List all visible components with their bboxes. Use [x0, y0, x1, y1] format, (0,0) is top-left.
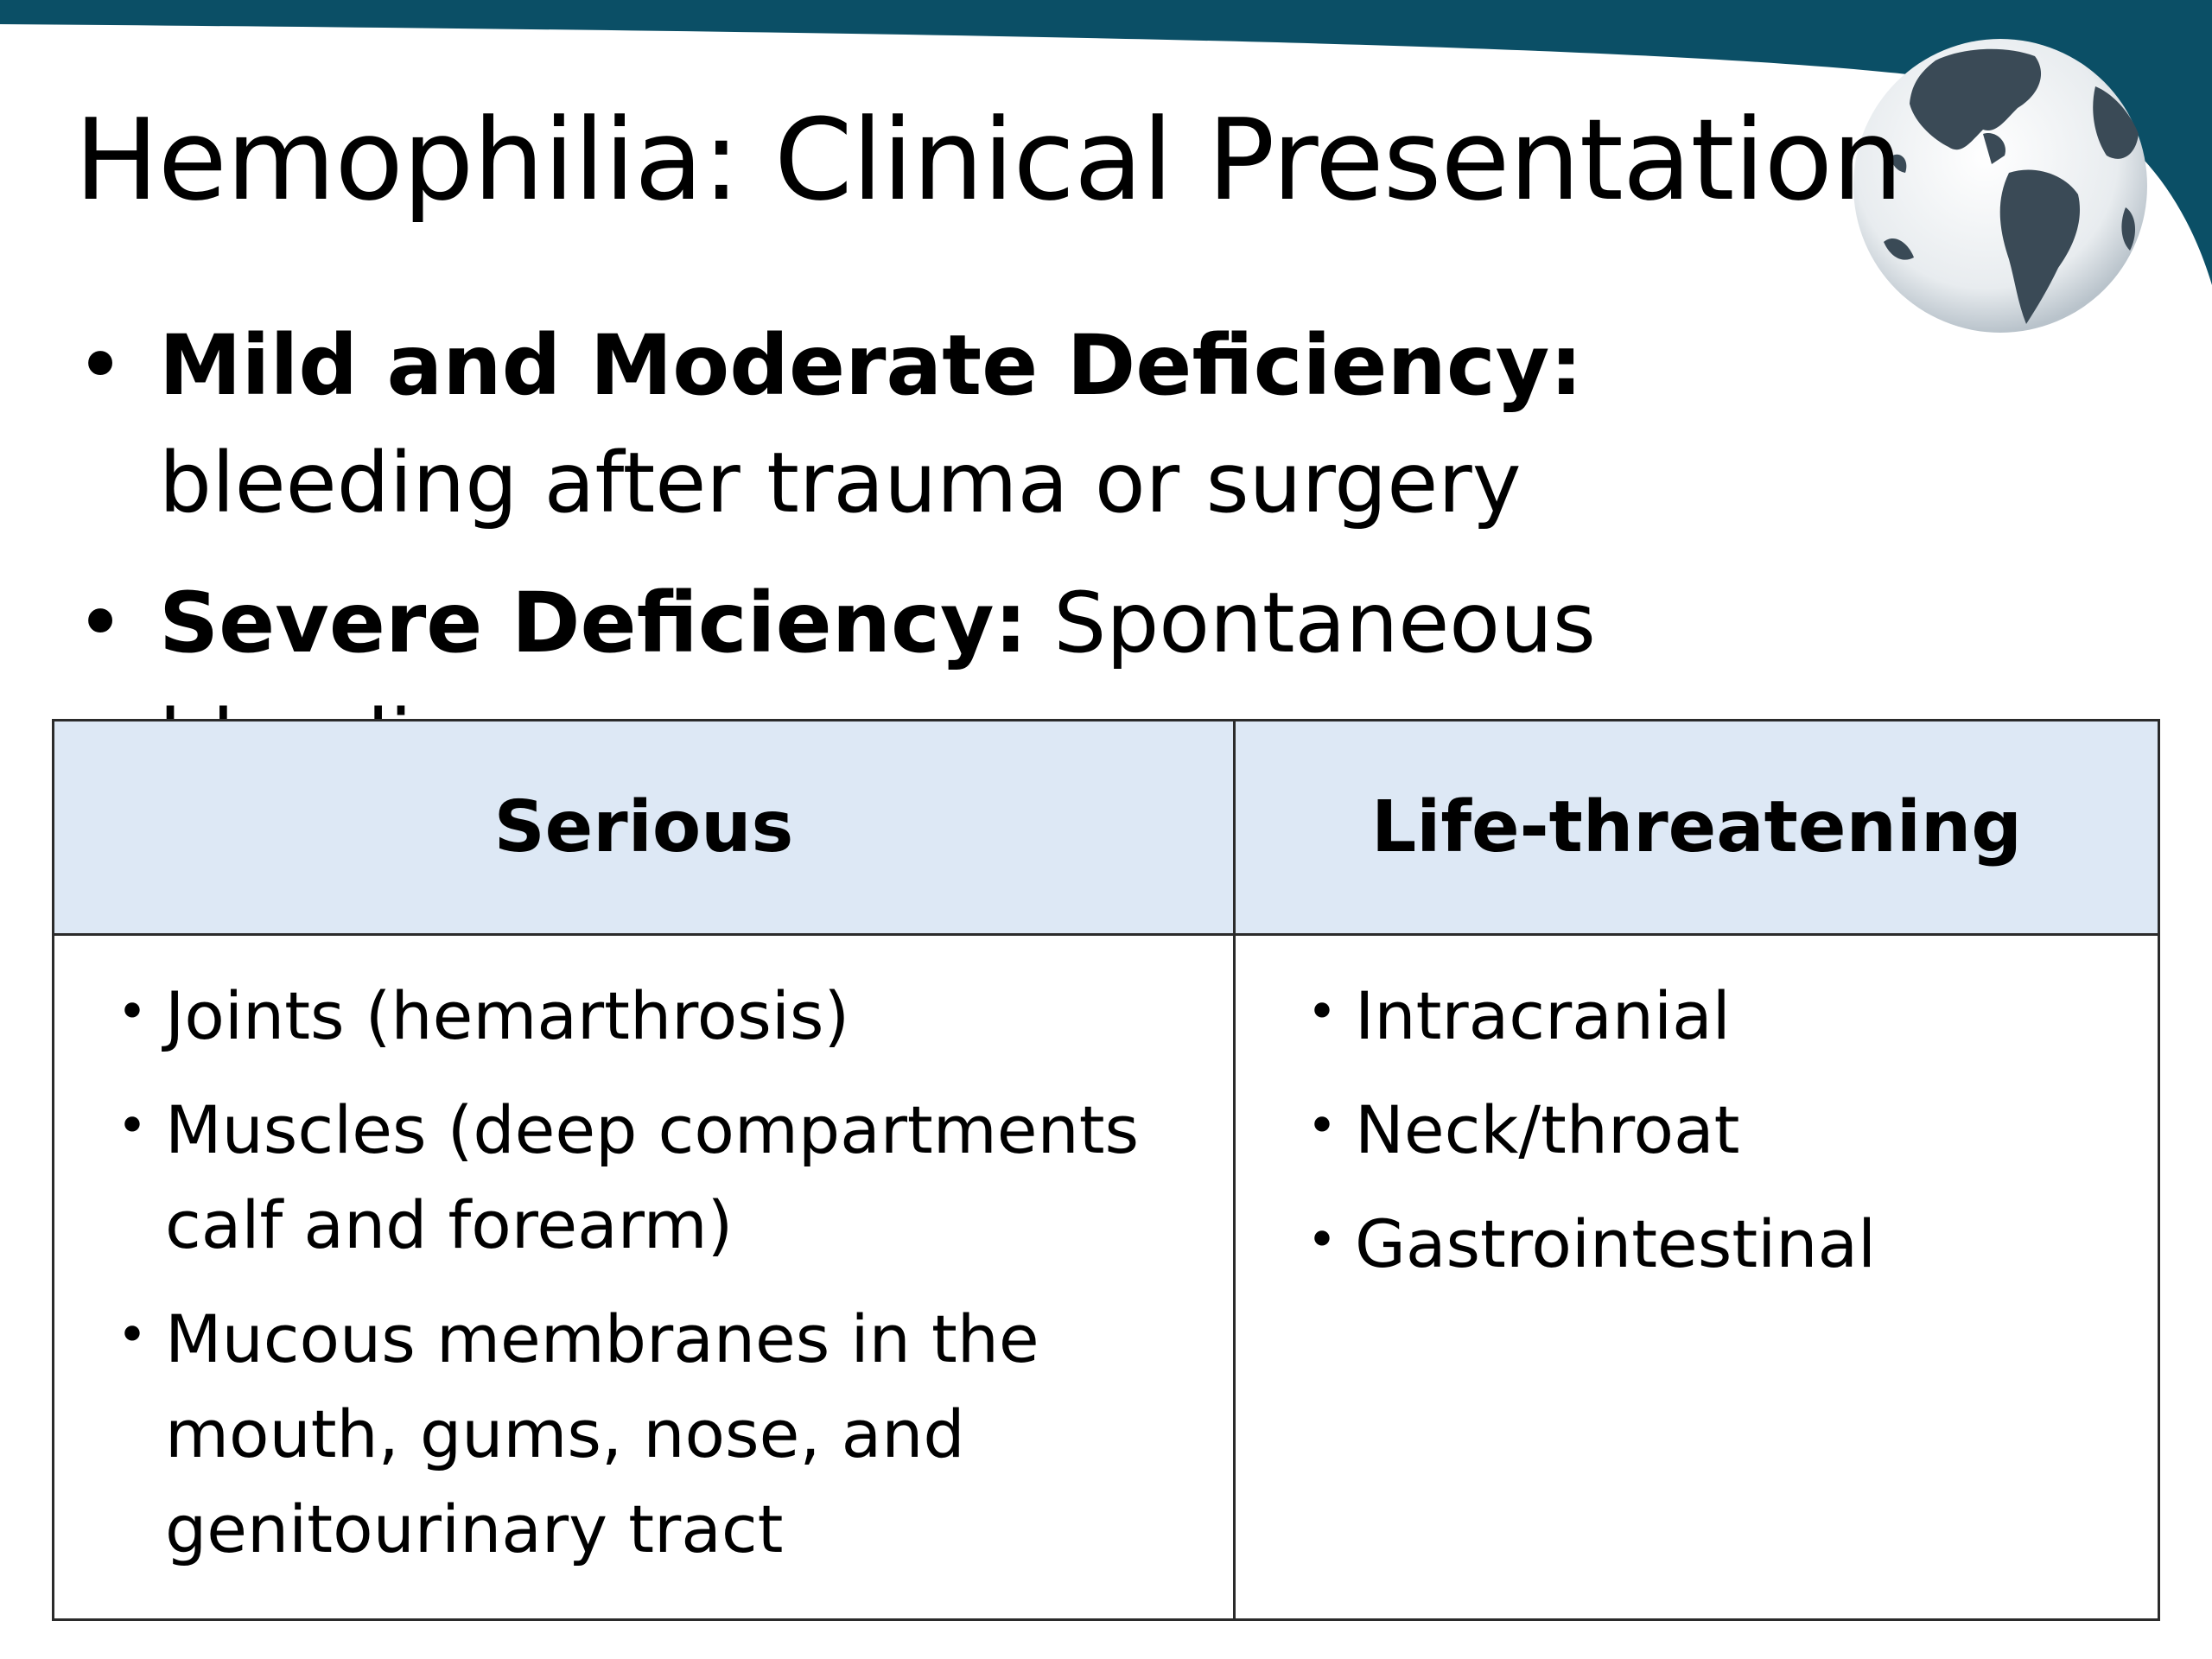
- list-item-text: Muscles (deep compartments calf and forearm): [165, 1091, 1140, 1263]
- life-threatening-list: [1305, 969, 2140, 1292]
- table-header-serious: Serious: [54, 721, 1236, 936]
- slide-title: Hemophilia: Clinical Presentation: [74, 94, 1903, 226]
- bullet-dot-icon: •: [75, 317, 125, 414]
- list-item-text: Joints (hemarthrosis): [165, 977, 850, 1054]
- bullet-term: Severe Deficiency:: [159, 575, 1027, 671]
- list-item: [115, 1083, 1216, 1273]
- list-item: [1305, 969, 2140, 1064]
- bullet-text: bleeding after trauma or surgery: [159, 435, 1522, 531]
- bullet-dot-icon: •: [117, 982, 148, 1042]
- list-item: [1305, 1197, 2140, 1292]
- bullet-text: Spontaneous: [1053, 575, 1596, 671]
- bullet-dot-icon: •: [1306, 982, 1338, 1042]
- list-item-text: Gastrointestinal: [1355, 1205, 1877, 1282]
- table-header-life-threatening: Life-threatening: [1236, 721, 2158, 936]
- list-item-text: Intracranial: [1355, 977, 1731, 1054]
- bullet-dot-icon: •: [75, 575, 125, 671]
- list-item: [115, 1292, 1216, 1577]
- list-item-text: Neck/throat: [1355, 1091, 1740, 1168]
- bullet-term: Mild and Moderate Deficiency:: [159, 317, 1583, 414]
- list-item: [1305, 1083, 2140, 1178]
- list-item: [115, 969, 1216, 1064]
- bullet-dot-icon: •: [117, 1305, 148, 1365]
- list-item-text: Mucous membranes in the mouth, gums, nose, and genitourinary tract: [165, 1300, 1039, 1567]
- bleeding-severity-table: [52, 719, 2160, 1621]
- bullet-dot-icon: •: [1306, 1210, 1338, 1270]
- bullet-dot-icon: •: [1306, 1096, 1338, 1156]
- bullet-item-mild-moderate: [74, 307, 1820, 542]
- table-cell-serious: [54, 936, 1236, 1618]
- bullet-dot-icon: •: [117, 1096, 148, 1156]
- table-cell-life-threatening: [1236, 936, 2158, 1618]
- serious-list: [115, 969, 1216, 1577]
